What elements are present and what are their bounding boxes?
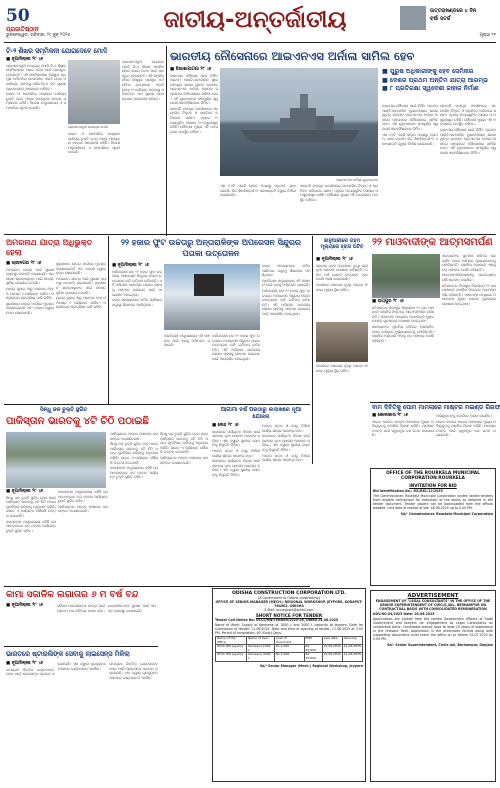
- paragraph: ଆତ୍ମସମର୍ପଣକାରୀଙ୍କୁ ପ୍ରୋତ୍ସାହନ ରାଶି ପ୍ରଦାନ କରାଯିବ।: [442, 273, 496, 282]
- rule: [4, 646, 158, 647]
- paragraph: ପ୍ରଧାନମନ୍ତ୍ରୀ ନରେନ୍ଦ୍ର ମୋଦି ଜି-୭ ଶିଖର ସମ୍ମିଳନୀରେ ଯୋଗ ଦେବା ପାଇଁ ପ୍ରସ୍ତୁତ ହେଉଛନ୍ତି। ଏହି ସମ୍ମିଳନୀରେ ବିଶ୍ୱର ପ୍ରମୁଖ ଅର୍ଥନୀତିର ନେତାମାନେ ଏକାଠି ହେବେ ଓ ବାଣିଜ୍ୟ, ଜଳବାୟୁ ପରିବର୍ତ୍ତନ ଏବଂ ସୁରକ୍ଷା ପ୍ରସଙ୍ଗରେ ଆଲୋଚନା କରିବେ।: [6, 63, 66, 91]
- story-indus-col2: [58, 490, 108, 582]
- paragraph: ଜଳସମ୍ପଦ ମନ୍ତ୍ରଣାଳୟ କହିଛି ଯେ ଆତଙ୍କବାଦ ବନ୍ଦ ନହେବା ପର୍ଯ୍ୟନ୍ତ ଚୁକ୍ତି ସ୍ଥଗିତ ରହିବ।: [58, 490, 108, 504]
- ad-body: Applications are invited from the retired Government officers of State Government and lawyers for engagement as Legal Consultants on contractual basis. Candidates should have at least 10 years of experience in the relevant field. Application in the prescribed format along with supporting documents must reach the office on or before 15.07.2025 by 5.00 PM.: [373, 617, 493, 641]
- masthead: [0, 0, 500, 44]
- paragraph: ପର୍ବତାରୋହୀ ଦଳ ୨୨ ହଜାର ଫୁଟ ଉଚ୍ଚତାରେ ଅପରେସନ ସିନ୍ଦୁରର ପତାକା ଉତ୍ତୋଳନ କରି ଇତିହାସ ରଚିଛନ୍ତି। ଏହି ଅଭିଯାନ ଭାରତୀୟ ସେନାର ସାହସକୁ ସମ୍ମାନ ଜଣାଇବା ପାଇଁ ଆୟୋଜିତ ହୋଇଥିଲା।: [112, 269, 162, 297]
- paragraph: ଭାରତ ଓ ଆମେରିକା ମଧ୍ୟରେ ବାଣିଜ୍ୟ ଚୁକ୍ତି ନେଇ ମଧ୍ୟ ଆଲୋଚନା ହେବାର ସମ୍ଭାବନା ରହିଛି। ବିଦେଶ ମନ୍ତ୍ରଣାଳୟ ଏ ସମ୍ପର୍କରେ ସୂଚନା ଦେଇଛି।: [68, 132, 120, 155]
- byline: ■ ନୂଆଦିଲ୍ଲୀ ୨୮ ।୬: [6, 661, 43, 666]
- ad-title: OFFICE OF THE ROURKELA MUNICIPAL CORPORATION ROURKELA: [386, 471, 480, 482]
- paragraph: ବଜାରରେ ଯୋଗାଣ ବୃଦ୍ଧି ପାଇବା ଫଳରେ ମୂଲ୍ୟ ସ୍ଥିର ରହିବ।: [316, 282, 368, 292]
- story-g7-col2: [68, 132, 120, 228]
- story-sindoor-headline: ୨୨ ହଜାର ଫୁଟ ଉଚ୍ଚତାରୁ ଅନ୍ତାରାଳିଙ୍କ ଅପରେସନ ସିନ୍ଦୁରର ପତାକା ଉତ୍ତୋଳନ: [121, 238, 301, 258]
- byline: ■ ନୂଆଦିଲ୍ଲୀ ୨୮ ।୬: [6, 57, 43, 62]
- table-cell: Rs 20,000: [304, 645, 322, 653]
- story-kailash-body: [6, 604, 156, 644]
- dateline: ଭୁବନେଶ୍ୱର, ରବିବାର, ୨୯ ଜୁନ୍ ୨୦୨୫: [6, 33, 71, 38]
- story-amarnath-col2: [56, 262, 106, 398]
- masthead-rule: [4, 42, 496, 43]
- ad-title: ODISHA CONSTRUCTION CORPORATION LTD.: [232, 591, 346, 596]
- bullet-3: ■ ୮ ପ୍ରତିରକ୍ଷା ସ୍ୱଦେଶୀ ଜାହାଜ ନିର୍ମାଣ: [382, 85, 479, 92]
- story-indus-col1: [6, 490, 56, 582]
- rule: [166, 46, 167, 236]
- story-kailash-headline: କାମା ସଜାଳିକ ଲଗାତାର ୬ ମ ବର୍ଷ ବନ୍ଦ: [6, 590, 139, 600]
- ad-rourkela-bid[interactable]: [370, 468, 496, 586]
- table-header: Last date: [322, 637, 342, 645]
- paragraph: ଅମରନାଥ ଯାତ୍ରା ପାଇଁ ସୁରକ୍ଷା ବ୍ୟବସ୍ଥା କଡ଼ାକଡ଼ି କରାଯାଇଛି। ପ୍ରଶାସନ ଶ୍ରଦ୍ଧାଳୁଙ୍କ ପାଇଁ ସମସ୍ତ ସୁବିଧା ଯୋଗାଇ ଦେଇଛି।: [6, 267, 54, 286]
- table-cell: Rs 1,000: [275, 653, 304, 661]
- paragraph: ଦଳର ସଦସ୍ୟମାନେ କଠିନ ପାଣିପାଗ ସତ୍ତ୍ୱେ ଶିଖରରେ ପହଞ୍ଚିଥିଲେ।: [112, 298, 162, 307]
- table-cell: 10.06.2025: [322, 653, 342, 661]
- logo: [6, 6, 66, 33]
- paragraph: ସରକାର ଗହମ ଉତ୍ପାଦନ ବୃଦ୍ଧି ପାଇଁ ନୂଆ ଯୋଜନା ଘୋଷଣା କରିଛନ୍ତି। ଚଳିତ ବର୍ଷ ରେକର୍ଡ ଉତ୍ପାଦନ ହେବ ବୋଲି ଆଶା କରାଯାଉଛି।: [316, 263, 368, 282]
- ad-berhampur-advertisement[interactable]: [370, 590, 496, 782]
- paragraph: ଛତିଶଗଡ଼ର ବିଜାପୁର ଜିଲ୍ଲାରେ ୨୨ ଜଣ ମାଓବାଦୀ ପୋଲିସ ନିକଟରେ ଆତ୍ମସମର୍ପଣ କରିଛନ୍ତି। ଏମାନଙ୍କ ମଧ୍ୟରେ ଅନେକଙ୍କ ମୁଣ୍ଡ ଉପରେ ପୁରସ୍କାର ଘୋଷଣା ହୋଇଥିଲା।: [442, 283, 496, 306]
- paragraph: ପାକିସ୍ତାନର ଅନେକ ଅଞ୍ଚଳରେ ଜଳ ସଙ୍କଟ ଦେଖାଦେଇଛି।: [58, 504, 108, 514]
- accused-photo: [316, 322, 368, 362]
- paragraph: ପ୍ରତିରକ୍ଷା ମନ୍ତ୍ରଣାଳୟ ଏହି ସଫଳତା ପାଇଁ ଦଳକୁ ଅଭିନନ୍ଦନ ଜଣାଇଛି।: [164, 334, 210, 348]
- paragraph: ଛତିଶଗଡ଼ର ବିଜାପୁର ଜିଲ୍ଲାରେ ୨୨ ଜଣ ମାଓବାଦୀ ପୋଲିସ ନିକଟରେ ଆତ୍ମସମର୍ପଣ କରିଛନ୍ତି। ଏମାନଙ୍କ ମଧ୍ୟରେ ଅନେକଙ୍କ ମୁଣ୍ଡ ଉପରେ ପୁରସ୍କାର ଘୋଷଣା ହୋଇଥିଲା।: [372, 305, 434, 324]
- rule: [108, 236, 109, 404]
- table-cell: 10.06.2025: [322, 645, 342, 653]
- ad-occl-tender[interactable]: [212, 588, 366, 782]
- story-lawyer-col1: [372, 414, 434, 466]
- story-g7-col3: [122, 60, 164, 228]
- story-lawyer-col2: [436, 414, 496, 466]
- paragraph: ସୁରକ୍ଷାବଳ ଯାତ୍ରା ମାର୍ଗରେ ମୁତୟନ କରାଯାଇଛନ୍ତି ଏବଂ ଡ୍ରୋନ ଦ୍ୱାରା ନଜର ରଖାଯାଉଛି।: [56, 262, 106, 276]
- byline: ■ ନୂଆଦିଲ୍ଲୀ ୨୮ ।୬: [6, 603, 43, 608]
- logo-text: ପ୍ରଜାତିଷ୍ଠାନ: [6, 26, 39, 33]
- paragraph: ଲଦାଖରେ ପର୍ଯ୍ୟଟନ ବିକାଶ ପାଇଁ ସରକାର ନୂଆ ଯୋଜନା ଆରମ୍ଭ କରିବେ। ଏହା ଦ୍ୱାରା ସ୍ଥାନୀୟ ଲୋକଙ୍କୁ ନିଯୁକ୍ତି ମିଳିବ।: [212, 429, 260, 448]
- table-cell: Kerosene 3000 L: [247, 653, 275, 661]
- story-wheat-col: [316, 258, 368, 318]
- table-cell: 11.06.2025: [342, 645, 362, 653]
- paragraph: ଆଇନ କଲେଜ ଛାତ୍ରୀ ମାମଲାରେ ମୁଖ୍ୟ ଅଭିଯୁକ୍ତକୁ ପୋଲିସ ଗିରଫ କରିଛି। ମାମଲାର ତଦନ୍ତ ପାଇଁ ସ୍ୱତନ୍ତ୍ର ଦଳ ଗଠନ କରାଯାଇଛି।: [436, 419, 496, 438]
- paragraph: ଉପଗ୍ରହ ଭିତ୍ତିକ ଇଣ୍ଟରନେଟ ସେବା ପାଇଁ ଲାଇସେନ୍ସ ପ୍ରଦାନ କରାଯାଇଛି। ଏହା ଦ୍ୱାରା ଦୂରଦୂରାନ୍ତ ଅଞ୍ଚଳରେ ଇଣ୍ଟରନେଟ ପହଞ୍ଚିବ।: [109, 662, 158, 680]
- story-indus-headline: ପାକିସ୍ତାନ ଭାରତକୁ ୪ଟି ଚିଠି ପଠାଇଛି: [6, 416, 149, 427]
- table-cell: OCCL RW Jeypore: [216, 653, 247, 661]
- paragraph: ସୁରକ୍ଷାବଳ ଯାତ୍ରା ମାର୍ଗରେ ମୁତୟନ କରାଯାଇଛନ୍ତି ଏବଂ ଡ୍ରୋନ ଦ୍ୱାରା ନଜର ରଖାଯାଉଛି।: [6, 301, 54, 315]
- story-amarnath-col1: [6, 262, 54, 398]
- story-sindoor-col1: [112, 264, 162, 398]
- page-number: ପୃଷ୍ଠା ୧୧: [479, 33, 496, 38]
- story-amarnath-headline: ଅମରନାଥ ଯାତ୍ରା ଅଧିଭୁକ୍ତ ହେଲା: [6, 238, 93, 257]
- paragraph: ଦଳର ସଦସ୍ୟମାନେ କଠିନ ପାଣିପାଗ ସତ୍ତ୍ୱେ ଶିଖରରେ ପହଞ୍ଚିଥିଲେ।: [262, 264, 310, 278]
- byline: ■ ନୂଆଦିଲ୍ଲୀ ୨୮ ।୬: [112, 263, 149, 268]
- story-indus-col4: [160, 432, 208, 582]
- paragraph: ଭାରତ ଓ ଆମେରିକା ମଧ୍ୟରେ ବାଣିଜ୍ୟ ଚୁକ୍ତି ନେଇ ମଧ୍ୟ ଆଲୋଚନା ହେବାର ସମ୍ଭାବନା ରହିଛି। ବିଦେଶ ମନ୍ତ୍ରଣାଳୟ ଏ ସମ୍ପର୍କରେ ସୂଚନା ଦେଇଛି।: [6, 92, 66, 110]
- paragraph: ଅମରନାଥ ଯାତ୍ରା ପାଇଁ ସୁରକ୍ଷା ବ୍ୟବସ୍ଥା କଡ଼ାକଡ଼ି କରାଯାଇଛି। ପ୍ରଶାସନ ଶ୍ରଦ୍ଧାଳୁଙ୍କ ପାଇଁ ସମସ୍ତ ସୁବିଧା ଯୋଗାଇ ଦେଇଛି।: [56, 276, 106, 295]
- story-license-headline: ଭାରତରେ ଷ୍ଟାରଲିଙ୍କ ସେବାକୁ ଲାଇସେନ୍ସ ମିଳିଲା: [6, 650, 130, 658]
- page-title: ଜାତୀୟ-ଅନ୍ତର୍ଜାତୀୟ: [163, 7, 347, 33]
- table-header: EMD: [304, 637, 322, 645]
- story-navy-col1: [170, 68, 218, 226]
- table-cell: Rs 1,000: [275, 645, 304, 653]
- ad-footer: Sd/- Commissioner, Rourkela Municipal Corporation: [400, 511, 493, 516]
- modi-caption: ପ୍ରଧାନମନ୍ତ୍ରୀ ନରେନ୍ଦ୍ର ମୋଦି: [68, 125, 108, 129]
- story-navy-headline: ଭାରତୀୟ ନୌସେନାରେ ଆଇଏନଏସ ଅର୍ନାଳା ସାମିଲ ହେବ: [170, 49, 415, 63]
- story-maoist-headline: ୨୨ ମାଓବାଦୀଙ୍କ ଆତ୍ମସମର୍ପଣ: [372, 237, 493, 248]
- paragraph: ଅନେକ ସଡ଼କ ଓ ସେତୁ ନିର୍ମାଣ କାର୍ଯ୍ୟ ଶୀଘ୍ର ଆରମ୍ଭ ହେବ।: [262, 424, 310, 433]
- paragraph: ଉପଗ୍ରହ ଭିତ୍ତିକ ଇଣ୍ଟରନେଟ ସେବା ପାଇଁ ଲାଇସେନ୍ସ ପ୍ରଦାନ କରାଯାଇଛି। ଏହା ଦ୍ୱାରା ଦୂରଦୂରାନ୍ତ ଅଞ୍ଚଳରେ ଇଣ୍ଟରନେଟ ପହଞ୍ଚିବ।: [6, 662, 107, 677]
- table-cell: Kerosene 1000 L: [247, 645, 275, 653]
- paragraph: ଭାରତୀୟ ନୌସେନା ପାଇଁ ନିର୍ମିତ ପ୍ରଥମ ଆଣ୍ଟି-ସବମେରିନ ୱାରଫେୟାର ଶାଲୋ ୱାଟର କ୍ରାଫ୍ଟ ଆଇଏନଏସ ଅର୍ନାଳା ଆସନ୍ତା ସପ୍ତାହରେ ନୌସେନାରେ ସାମିଲ ହେବ। ଏହି ଯୁଦ୍ଧଜାହାଜ ସମ୍ପୂର୍ଣ୍ଣ ସ୍ୱଦେଶୀ ଜ୍ଞାନକୌଶଳରେ ନିର୍ମିତ।: [440, 127, 496, 155]
- paragraph: ଆଇନ କଲେଜ ଛାତ୍ରୀ ମାମଲାରେ ମୁଖ୍ୟ ଅଭିଯୁକ୍ତକୁ ପୋଲିସ ଗିରଫ କରିଛି। ମାମଲାର ତଦନ୍ତ ପାଇଁ ସ୍ୱତନ୍ତ୍ର ଦଳ ଗଠନ କରାଯାଇଛି।: [372, 419, 434, 438]
- ad-adv-no: ADV.NO.04/2025 Date: 24.06.2025: [373, 612, 435, 616]
- paragraph: ଏହା ୧୬ଟି ଏଭଳି ଜାହାଜ ମଧ୍ୟରୁ ପ୍ରଥମ, ଯାହା ଗାର୍ଡେନ ରିଚ ଶିପବିଲ୍ଡର୍ସ ଓ ଏଲଆଣ୍ଡଟି ଦ୍ୱାରା ନିର୍ମାଣ କରାଯାଉଛି।: [220, 184, 296, 198]
- promo-photo: [400, 6, 426, 30]
- ad-body: Name of Work: Supply of Kerosene of 1000 L and 3000 L capacity at Jeypore. Date for submission of tender: 11.06.2025. Date and time of opening of tender: 11.06.2025 at 3.00 PM. Period of completion: 60 (Sixty) Days.: [215, 623, 363, 635]
- paragraph: ଭାରତୀୟ ନୌସେନା ପାଇଁ ନିର୍ମିତ ପ୍ରଥମ ଆଣ୍ଟି-ସବମେରିନ ୱାରଫେୟାର ଶାଲୋ ୱାଟର କ୍ରାଫ୍ଟ ଆଇଏନଏସ ଅର୍ନାଳା ଆସନ୍ତା ସପ୍ତାହରେ ନୌସେନାରେ ସାମିଲ ହେବ। ଏହି ଯୁଦ୍ଧଜାହାଜ ସମ୍ପୂର୍ଣ୍ଣ ସ୍ୱଦେଶୀ ଜ୍ଞାନକୌଶଳରେ ନିର୍ମିତ।: [170, 73, 218, 106]
- navy-bullets: [382, 68, 496, 102]
- ad-bid-no: Bid Identification No.: MC/RKL/12/2025: [373, 488, 443, 493]
- ship-silhouette: [220, 68, 378, 176]
- paragraph: ପାକିସ୍ତାନର ଅନେକ ଅଞ୍ଚଳରେ ଜଳ ସଙ୍କଟ ଦେଖାଦେଇଛି।: [110, 432, 158, 441]
- dam-photo: [6, 432, 106, 488]
- table-cell: 11.06.2025: [342, 653, 362, 661]
- byline: ■ ନୂଆଦିଲ୍ଲୀ ୨୮ ।୬: [316, 257, 353, 262]
- section-rule: [4, 234, 496, 235]
- ad-body: The Commissioner, Rourkela Municipal Corporation invites sealed tenders from eligible contractors for execution of the works as detailed in the tender document. Tender papers can be downloaded from the official website. Last date of receipt of bid: 18.06.2025 up to 5.00 PM.: [373, 493, 493, 510]
- byline: ■ ନୂଆଦିଲ୍ଲୀ ୨୮ ।୬: [6, 489, 43, 494]
- ad-title: ADVERTISEMENT: [407, 593, 459, 599]
- byline: ■ ବିଶାଖାପାଟଣା ୨୮ ।୬: [170, 67, 212, 72]
- table-header: Name of the Office: [216, 637, 247, 645]
- rule: [4, 586, 310, 587]
- paragraph: ପ୍ରତିରକ୍ଷା ମନ୍ତ୍ରଣାଳୟ ଏହି ସଫଳତା ପାଇଁ ଦଳକୁ ଅଭିନନ୍ଦନ ଜଣାଇଛି।: [262, 278, 310, 288]
- byline: ■ ଲେହ ୨୮ ।୬: [212, 423, 239, 428]
- flag-banner: [194, 274, 224, 296]
- paragraph: ଲଦାଖରେ ପର୍ଯ୍ୟଟନ ବିକାଶ ପାଇଁ ସରକାର ନୂଆ ଯୋଜନା ଆରମ୍ଭ କରିବେ। ଏହା ଦ୍ୱାରା ସ୍ଥାନୀୟ ଲୋକଙ୍କୁ ନିଯୁକ୍ତି ମିଳିବ।: [262, 434, 310, 452]
- paragraph: ଏହା ୧୬ଟି ଏଭଳି ଜାହାଜ ମଧ୍ୟରୁ ପ୍ରଥମ, ଯାହା ଗାର୍ଡେନ ରିଚ ଶିପବିଲ୍ଡର୍ସ ଓ ଏଲଆଣ୍ଡଟି ଦ୍ୱାରା ନିର୍ମାଣ କରାଯାଉଛି।: [382, 132, 438, 146]
- ad-table: [215, 636, 363, 662]
- ad-office: OFFICE OF SENIOR MANAGER (MECH.) REGIONAL WORKSHOP, JEYPORE, KORAPUT-764002, ODISHA: [215, 600, 363, 608]
- story-wheat-col2: [316, 364, 368, 404]
- ad-notice-title: SHORT NOTICE FOR TENDER: [255, 613, 323, 618]
- paragraph: ସିନ୍ଧୁ ଜଳ ଚୁକ୍ତି ସ୍ଥଗିତ ହେବା ପରେ ପାକିସ୍ତାନ ଭାରତକୁ ୪ଟି ଚିଠି ପଠାଇ ପୁନର୍ବିଚାର କରିବାକୁ ଅନୁରୋଧ କରିଛି। ଭାରତ ଏ ପର୍ଯ୍ୟନ୍ତ କୌଣସି ଉତ୍ତର ଦେଇନାହିଁ।: [110, 442, 158, 465]
- table-header: Name of item: [247, 637, 275, 645]
- rule: [4, 404, 310, 405]
- maoist-photo: [372, 254, 440, 298]
- promo-line-1: ଉତ୍ତରାଖଣ୍ଡରେ ୪ ଦିନ: [430, 8, 477, 14]
- story-g7-headline: ଟି-୨ ଶିଖର ସମ୍ମିଳନୀ ଯୋଗଦେବେ ମୋଦି: [6, 47, 108, 55]
- story-wheat-headline: ଜାନୁଆରୀରେ ଗହମ ମୂଲ୍ୟରେ ହ୍ରାସ ଘଟିବ: [320, 238, 364, 251]
- story-navy-col5: [440, 104, 496, 226]
- story-g7-col1: [6, 58, 66, 228]
- promo-box[interactable]: [400, 4, 494, 32]
- paragraph: ଭାରତୀୟ ନୌସେନା ପାଇଁ ନିର୍ମିତ ପ୍ରଥମ ଆଣ୍ଟି-ସବମେରିନ ୱାରଫେୟାର ଶାଲୋ ୱାଟର କ୍ରାଫ୍ଟ ଆଇଏନଏସ ଅର୍ନାଳା ଆସନ୍ତା ସପ୍ତାହରେ ନୌସେନାରେ ସାମିଲ ହେବ। ଏହି ଯୁଦ୍ଧଜାହାଜ ସମ୍ପୂର୍ଣ୍ଣ ସ୍ୱଦେଶୀ ଜ୍ଞାନକୌଶଳରେ ନିର୍ମିତ।: [382, 104, 438, 131]
- story-ladakh-col2: [262, 424, 310, 582]
- paragraph: ଜାହାଜଟି ଉପକୂଳ ଜଳସୀମାରେ ସବମେରିନ ଚିହ୍ନଟ ଓ ପ୍ରତିହତ କରିବାରେ ସକ୍ଷମ। ଏଥିରେ ଅତ୍ୟାଧୁନିକ ସୋନାର ଓ ଅସ୍ତ୍ରଶସ୍ତ୍ର ରହିଛି। ନୌସେନା ମୁଖ୍ୟ ଏହି ଅବସରରେ ଉପସ୍ଥିତ ରହିବେ।: [170, 106, 218, 134]
- table-header: Cost of document: [275, 637, 304, 645]
- promo-line-2: ବର୍ଷା ସତର୍କ: [430, 16, 451, 22]
- paragraph: ପାକିସ୍ତାନର ଅନେକ ଅଞ୍ଚଳରେ ଜଳ ସଙ୍କଟ ଦେଖାଦେଇଛି।: [160, 455, 208, 465]
- byline: ■ କୋଲକାତା ୨୮ ।୬: [372, 413, 408, 418]
- ad-email[interactable]: E-Mail: occjeypore@gmail.com: [264, 608, 314, 612]
- logo-number: 50: [6, 6, 30, 26]
- mountain-photo: [164, 264, 260, 330]
- rule: [312, 236, 313, 464]
- paragraph: ସରକାରଙ୍କ ପୁନର୍ବାସ ନୀତିରେ ପ୍ରଭାବିତ ହୋଇ ସେମାନେ ମୁଖ୍ୟସ୍ରୋତକୁ ଫେରିଛନ୍ତି। ପୋଲିସ ଅଧିକାରୀ ଏହାକୁ ବଡ଼ ସଫଳତା ବୋଲି କହିଛନ୍ତି।: [442, 254, 496, 272]
- paragraph: ପର୍ବତାରୋହୀ ଦଳ ୨୨ ହଜାର ଫୁଟ ଉଚ୍ଚତାରେ ଅପରେସନ ସିନ୍ଦୁରର ପତାକା ଉତ୍ତୋଳନ କରି ଇତିହାସ ରଚିଛନ୍ତି। ଏହି ଅଭିଯାନ ଭାରତୀୟ ସେନାର ସାହସକୁ ସମ୍ମାନ ଜଣାଇବା ପାଇଁ ଆୟୋଜିତ ହୋଇଥିଲା।: [262, 288, 310, 316]
- table-header: Opening: [342, 637, 362, 645]
- paragraph: ପର୍ବତାରୋହୀ ଦଳ ୨୨ ହଜାର ଫୁଟ ଉଚ୍ଚତାରେ ଅପରେସନ ସିନ୍ଦୁରର ପତାକା ଉତ୍ତୋଳନ କରି ଇତିହାସ ରଚିଛନ୍ତି। ଏହି ଅଭିଯାନ ଭାରତୀୟ ସେନାର ସାହସକୁ ସମ୍ମାନ ଜଣାଇବା ପାଇଁ ଆୟୋଜିତ ହୋଇଥିଲା।: [212, 334, 260, 361]
- story-lawyer-headline: ବାମ ଦିବିତିକୁ ପୋମ ମାମଲାରେ ମାଷ୍ଟର ମଇଣ୍ଡ ଗିରଫ: [372, 404, 500, 411]
- table-cell: OCCL RW Jeypore: [216, 645, 247, 653]
- ad-subtitle: INVITATION FOR BID: [409, 482, 457, 488]
- ad-subtitle: ENGAGEMENT OF "LEGAL CONSULTANTS" IN THE OFFICE OF THE SENIOR SUPERINTENDENT OF CIRCLE JAIL, BERHAMPUR ON CONTRACTUAL BASIS WITH CONSOLIDATED REMUNERATION: [375, 599, 491, 611]
- paragraph: ଜାହାଜଟି ଉପକୂଳ ଜଳସୀମାରେ ସବମେରିନ ଚିହ୍ନଟ ଓ ପ୍ରତିହତ କରିବାରେ ସକ୍ଷମ। ଏଥିରେ ଅତ୍ୟାଧୁନିକ ସୋନାର ଓ ଅସ୍ତ୍ରଶସ୍ତ୍ର ରହିଛି। ନୌସେନା ମୁଖ୍ୟ ଏହି ଅବସରରେ ଉପସ୍ଥିତ ରହିବେ।: [300, 184, 378, 202]
- paragraph: ଯାତ୍ରା ଜୁଲାଇ ୩ରୁ ଆରମ୍ଭ ହେବ ଓ ଅଗଷ୍ଟ ୯ ପର୍ଯ୍ୟନ୍ତ ଚାଲିବ। ପଞ୍ଜୀକରଣ ପ୍ରକ୍ରିୟା ଜାରି ରହିଛି।: [6, 286, 54, 301]
- modi-photo: [68, 60, 120, 124]
- ad-notice-no: Tender Call Notice No: OCCL/RW/TENDER/2025-26, Dated 24.06.2025: [215, 618, 339, 622]
- paragraph: ଯାତ୍ରା ଜୁଲାଇ ୩ରୁ ଆରମ୍ଭ ହେବ ଓ ଅଗଷ୍ଟ ୯ ପର୍ଯ୍ୟନ୍ତ ଚାଲିବ। ପଞ୍ଜୀକରଣ ପ୍ରକ୍ରିୟା ଜାରି ରହିଛି।: [56, 296, 106, 310]
- paragraph: ଜଳସମ୍ପଦ ମନ୍ତ୍ରଣାଳୟ କହିଛି ଯେ ଆତଙ୍କବାଦ ବନ୍ଦ ନହେବା ପର୍ଯ୍ୟନ୍ତ ଚୁକ୍ତି ସ୍ଥଗିତ ରହିବ।: [110, 466, 158, 480]
- rule: [370, 402, 496, 403]
- story-maoist-col2: [442, 254, 496, 398]
- story-navy-col2: [220, 184, 296, 226]
- table-cell: Rs 25,000: [304, 653, 322, 661]
- story-navy-col3: [300, 184, 378, 226]
- ship-caption: ଆଇଏନଏସ ଅର୍ନାଳା ଯୁଦ୍ଧଜାହାଜ: [336, 178, 378, 182]
- story-ladakh-col1: [212, 424, 260, 582]
- story-license-body: [6, 662, 158, 782]
- story-maoist-col1: [372, 300, 434, 398]
- paragraph: ଅନେକ ସଡ଼କ ଓ ସେତୁ ନିର୍ମାଣ କାର୍ଯ୍ୟ ଶୀଘ୍ର ଆରମ୍ଭ ହେବ।: [212, 448, 260, 458]
- paragraph: କୈଳାସ ମାନସରୋବର ଯାତ୍ରା ପାଇଁ ପ୍ରଥମ ଦଳ ରବିବାର ରଓନା ହେବ। ଯାତ୍ରୀମାନଙ୍କ ସୁରକ୍ଷା ପାଇଁ ସମସ୍ତ ବ୍ୟବସ୍ଥା କରାଯାଇଛି।: [57, 604, 156, 613]
- story-sindoor-col4: [262, 264, 310, 398]
- story-indus-col3: [110, 432, 158, 582]
- story-ladakh-headline: ଆଗାମୀ ବର୍ଷ ପରଠାରୁ ଲଦାଖରେ ନୂଆ ଯୋଜନା: [220, 407, 302, 420]
- bullet-1: ■ ପୁରୁଷ ଅଧିକାରୀଙ୍କୁ ହେବ ସେମିନାର: [382, 68, 474, 75]
- paragraph: ଅଭିଯୁକ୍ତଙ୍କୁ କୋର୍ଟରେ ହାଜର କରାଯିବ।: [436, 414, 492, 418]
- paragraph: ସରକାରଙ୍କ ପୁନର୍ବାସ ନୀତିରେ ପ୍ରଭାବିତ ହୋଇ ସେମାନେ ମୁଖ୍ୟସ୍ରୋତକୁ ଫେରିଛନ୍ତି। ପୋଲିସ ଅଧିକାରୀ ଏହାକୁ ବଡ଼ ସଫଳତା ବୋଲି କହିଛନ୍ତି।: [372, 324, 434, 343]
- paragraph: ପ୍ରଧାନମନ୍ତ୍ରୀ ନରେନ୍ଦ୍ର ମୋଦି ଜି-୭ ଶିଖର ସମ୍ମିଳନୀରେ ଯୋଗ ଦେବା ପାଇଁ ପ୍ରସ୍ତୁତ ହେଉଛନ୍ତି। ଏହି ସମ୍ମିଳନୀରେ ବିଶ୍ୱର ପ୍ରମୁଖ ଅର୍ଥନୀତିର ନେତାମାନେ ଏକାଠି ହେବେ ଓ ବାଣିଜ୍ୟ, ଜଳବାୟୁ ପରିବର୍ତ୍ତନ ଏବଂ ସୁରକ୍ଷା ପ୍ରସଙ୍ଗରେ ଆଲୋଚନା କରିବେ।: [122, 60, 164, 101]
- byline: ■ ଶ୍ରୀନଗର ୨୮ ।୬: [6, 261, 42, 266]
- story-indus-kicker: ସିନ୍ଧୁ ଜଳ ଚୁକ୍ତି ସ୍ଥଗିତ: [40, 407, 88, 413]
- table-row: [216, 653, 363, 661]
- ad-footer: Sd/- Senior Manager (Mech.) Regional Workshop, Jeypore: [259, 663, 363, 668]
- byline: ■ ରାୟପୁର ୨୮ ।୬: [372, 299, 404, 304]
- story-sindoor-col3: [212, 334, 260, 398]
- ship-photo: [220, 68, 378, 176]
- paragraph: ଅନେକ ସଡ଼କ ଓ ସେତୁ ନିର୍ମାଣ କାର୍ଯ୍ୟ ଶୀଘ୍ର ଆରମ୍ଭ ହେବ।: [262, 453, 310, 463]
- bullet-2: ■ ଦେଶର ପ୍ରଥମ ଅନ୍ତିମ ଯାତ୍ରା ଆରମ୍ଭ: [382, 76, 488, 84]
- story-sindoor-col2: [164, 334, 210, 398]
- paragraph: ଜଳସମ୍ପଦ ମନ୍ତ୍ରଣାଳୟ କହିଛି ଯେ ଆତଙ୍କବାଦ ବନ୍ଦ ନହେବା ପର୍ଯ୍ୟନ୍ତ ଚୁକ୍ତି ସ୍ଥଗିତ ରହିବ।: [6, 519, 56, 533]
- ad-footer: Sd/- Senior Superintendent, Circle Jail, Berhampur, Ganjam: [387, 643, 493, 647]
- paragraph: ବଜାରରେ ଯୋଗାଣ ବୃଦ୍ଧି ପାଇବା ଫଳରେ ମୂଲ୍ୟ ସ୍ଥିର ରହିବ।: [316, 364, 368, 373]
- paragraph: ଜାହାଜଟି ଉପକୂଳ ଜଳସୀମାରେ ସବମେରିନ ଚିହ୍ନଟ ଓ ପ୍ରତିହତ କରିବାରେ ସକ୍ଷମ। ଏଥିରେ ଅତ୍ୟାଧୁନିକ ସୋନାର ଓ ଅସ୍ତ୍ରଶସ୍ତ୍ର ରହିଛି। ନୌସେନା ମୁଖ୍ୟ ଏହି ଅବସରରେ ଉପସ୍ଥିତ ରହିବେ।: [440, 104, 496, 127]
- paragraph: ସିନ୍ଧୁ ଜଳ ଚୁକ୍ତି ସ୍ଥଗିତ ହେବା ପରେ ପାକିସ୍ତାନ ଭାରତକୁ ୪ଟି ଚିଠି ପଠାଇ ପୁନର୍ବିଚାର କରିବାକୁ ଅନୁରୋଧ କରିଛି। ଭାରତ ଏ ପର୍ଯ୍ୟନ୍ତ କୌଣସି ଉତ୍ତର ଦେଇନାହିଁ।: [160, 432, 208, 455]
- story-navy-col4: [382, 104, 438, 226]
- paragraph: ଲଦାଖରେ ପର୍ଯ୍ୟଟନ ବିକାଶ ପାଇଁ ସରକାର ନୂଆ ଯୋଜନା ଆରମ୍ଭ କରିବେ। ଏହା ଦ୍ୱାରା ସ୍ଥାନୀୟ ଲୋକଙ୍କୁ ନିଯୁକ୍ତି ମିଳିବ।: [212, 459, 260, 477]
- ad-subtitle: (A Government of Odisha undertaking): [257, 596, 321, 600]
- paragraph: ସିନ୍ଧୁ ଜଳ ଚୁକ୍ତି ସ୍ଥଗିତ ହେବା ପରେ ପାକିସ୍ତାନ ଭାରତକୁ ୪ଟି ଚିଠି ପଠାଇ ପୁନର୍ବିଚାର କରିବାକୁ ଅନୁରୋଧ କରିଛି। ଭାରତ ଏ ପର୍ଯ୍ୟନ୍ତ କୌଣସି ଉତ୍ତର ଦେଇନାହିଁ।: [6, 495, 56, 518]
